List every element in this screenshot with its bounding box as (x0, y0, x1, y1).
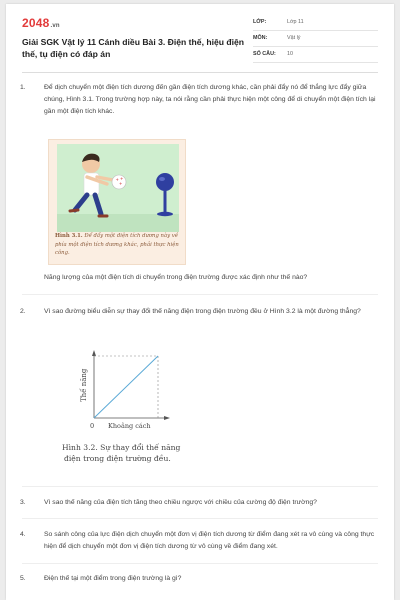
boy-pushing-charge-illustration (57, 144, 179, 232)
question-separator (22, 518, 378, 519)
figure-3-1-label: Hình 3.1. (55, 233, 83, 239)
meta-value-grade: Lớp 11 (287, 19, 304, 25)
logo-text: 2048 (22, 16, 50, 30)
svg-text:+: + (115, 177, 119, 182)
question-number: 2. (20, 308, 26, 315)
question-2 (20, 306, 382, 318)
question-separator (22, 563, 378, 564)
y-axis-label: Thế năng (80, 368, 88, 402)
header-divider (22, 72, 378, 73)
meta-key-grade: LỚP: (253, 19, 267, 25)
document-page (6, 4, 394, 600)
question-3 (20, 497, 382, 509)
logo-suffix: .vn (50, 23, 60, 29)
meta-row-grade (253, 16, 378, 31)
y-axis-arrow (92, 350, 96, 356)
meta-key-question-count: SỐ CÂU: (253, 51, 276, 57)
figure-3-1 (48, 139, 186, 265)
question-number: 4. (20, 531, 26, 538)
question-separator (22, 294, 378, 295)
figure-3-2 (62, 348, 202, 473)
question-text: Năng lượng của một điện tích di chuyển trong điện trường được xác định như thế nào? (44, 274, 308, 281)
figure-3-2-caption (62, 442, 212, 464)
meta-row-subject (253, 32, 378, 47)
question-4 (20, 529, 382, 553)
meta-value-question-count: 10 (287, 51, 293, 57)
question-1-prompt (20, 272, 382, 284)
series-line (94, 356, 158, 418)
question-text: Điện thế tại một điểm trong điện trường là gì? (44, 575, 182, 582)
question-text: Vì sao thế năng của điện tích tăng theo chiều ngược với chiều của cường độ điện trường? (44, 499, 317, 506)
x-axis-label: Khoảng cách (108, 422, 151, 430)
figure-3-2-caption-line-1: Hình 3.2. Sự thay đổi thế năng (62, 443, 181, 452)
question-number: 5. (20, 575, 26, 582)
origin-label: 0 (90, 422, 95, 430)
meta-row-question-count (253, 48, 378, 63)
meta-key-subject: MÔN: (253, 35, 268, 41)
document-title: Giải SGK Vật lý 11 Cánh diều Bài 3. Điện thế, hiệu điện thế, tụ điện có đáp án (22, 37, 245, 59)
question-1 (20, 82, 382, 118)
figure-3-1-caption (55, 232, 183, 258)
question-number: 3. (20, 499, 26, 506)
question-number: 1. (20, 84, 26, 91)
document-header (6, 4, 394, 74)
question-text: Để dịch chuyển một điện tích dương đến gần điện tích dương khác, cần phải đẩy nó để thắng lực đẩy giữa chúng, Hình 3.1. Trong trường hợp này, ta nói rằng cần phải thực hiện một công để di chuyển một điện tích lại gần một điện tích khác. (44, 84, 376, 115)
figure-3-1-caption-text: Để đẩy một điện tích dương này về phía một điện tích dương khác, phải thực hiện công. (55, 233, 179, 256)
figure-3-2-caption-line-2: điện trong điện trường đều. (64, 454, 171, 463)
site-logo[interactable] (22, 16, 60, 30)
question-text: So sánh công của lực điện dịch chuyển một đơn vị điện tích dương từ điểm đang xét ra vô cùng và công thực hiện để dịch chuyển một đơn vị điện tích dương từ vô cùng về điểm đang xét. (44, 531, 375, 550)
question-text: Vì sao đường biểu diễn sự thay đổi thế năng điện trong điện trường đều ở Hình 3.2 là một đường thẳng? (44, 308, 361, 315)
meta-info (253, 16, 378, 64)
question-separator (22, 486, 378, 487)
potential-energy-graph (62, 348, 202, 440)
meta-value-subject: Vật lý (287, 35, 301, 41)
svg-text:+: + (119, 181, 123, 186)
question-5 (20, 573, 382, 585)
x-axis-arrow (164, 416, 170, 420)
svg-text:+: + (120, 176, 124, 181)
